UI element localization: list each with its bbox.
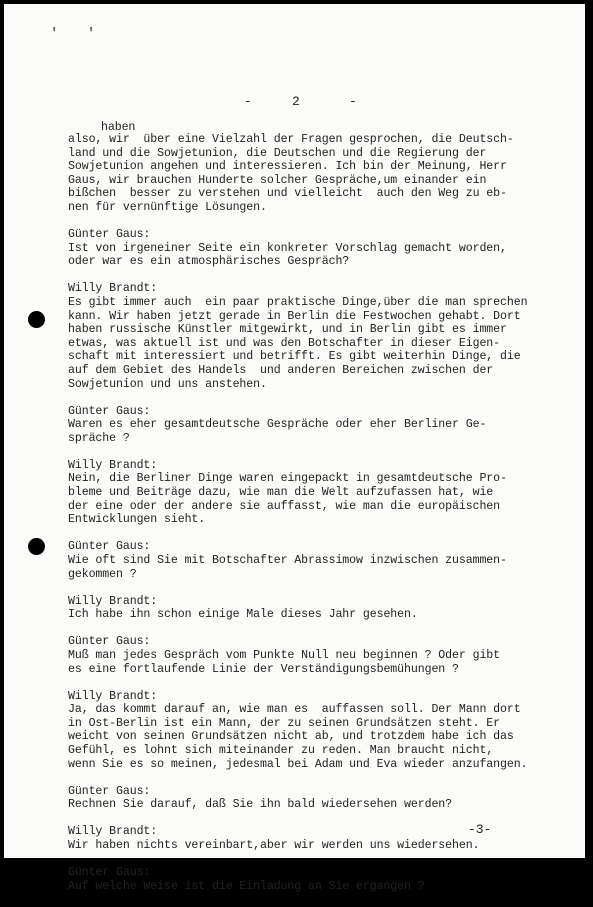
dialogue-block <box>68 866 558 893</box>
speaker-label: Willy Brandt: <box>68 689 158 703</box>
text-line: land und die Sowjetunion, die Deutschen und die Regierung der <box>68 146 487 160</box>
text-line: Muß man jedes Gespräch vom Punkte Null neu beginnen ? Oder gibt <box>68 648 501 662</box>
dialogue-block <box>68 459 558 527</box>
text-line: Entwicklungen sieht. <box>68 513 206 527</box>
text-line: Rechnen Sie darauf, daß Sie ihn bald wiedersehen werden? <box>68 798 453 812</box>
text-line: Wie oft sind Sie mit Botschafter Abrassimow inzwischen zusammen- <box>68 553 507 567</box>
header-dash-right: - <box>349 94 357 109</box>
top-marks <box>50 26 115 42</box>
text-line: gekommen ? <box>68 567 137 581</box>
header-dash-left: - <box>244 94 252 109</box>
mark: ' <box>86 26 96 42</box>
speaker-label: Willy Brandt: <box>68 825 158 839</box>
text-line: spräche ? <box>68 431 130 445</box>
speaker-label: Willy Brandt: <box>68 282 158 296</box>
dialogue-block <box>68 785 558 812</box>
text-line: Gaus, wir brauchen Hunderte solcher Gespräche,um einander ein <box>68 173 487 187</box>
text-line: der eine oder der andere sie auffasst, wie man die europäischen <box>68 499 501 513</box>
text-line: wenn Sie es so meinen, jedesmal bei Adam und Eva wieder anzufangen. <box>68 757 528 771</box>
text-line: Waren es eher gesamtdeutsche Gespräche oder eher Berliner Ge- <box>68 418 487 432</box>
dialogue-block <box>68 282 558 391</box>
mark: ' <box>50 26 59 42</box>
text-line: Es gibt immer auch ein paar praktische Dinge,über die man sprechen <box>68 295 528 309</box>
text-line: kann. Wir haben jetzt gerade in Berlin die Festwochen gehabt. Dort <box>68 309 521 323</box>
speaker-label: Günter Gaus: <box>68 228 151 242</box>
text-line: Wir haben nichts vereinbart,aber wir werden uns wiedersehen. <box>68 838 480 852</box>
text-line: bleme und Beiträge dazu, wie man die Welt aufzufassen hat, wie <box>68 486 494 500</box>
text-line: haben russische Künstler mitgewirkt, und in Berlin gibt es immer <box>68 323 507 337</box>
text-line: in Ost-Berlin ist ein Mann, der zu seinen Grundsätzen steht. Er <box>68 716 501 730</box>
dialogue-block <box>68 405 558 446</box>
text-line: es eine fortlaufende Linie der Verständigungsbemühungen ? <box>68 662 459 676</box>
document-page <box>4 4 585 893</box>
text-line: Nein, die Berliner Dinge waren eingepackt in gesamtdeutsche Pro- <box>68 472 507 486</box>
speaker-label: Günter Gaus: <box>68 404 151 418</box>
text-line: also, wir über eine Vielzahl der Fragen gesprochen, die Deutsch- <box>68 133 514 146</box>
speaker-label: Willy Brandt: <box>68 594 158 608</box>
speaker-label: Günter Gaus: <box>68 635 151 649</box>
text-line: Sowjetunion angehen und interessieren. Ich bin der Meinung, Herr <box>68 160 507 174</box>
dialogue-block <box>68 635 558 676</box>
dialogue-block <box>68 690 558 772</box>
page-number: 2 <box>292 94 300 109</box>
speaker-label: Günter Gaus: <box>68 866 151 880</box>
handwritten-insert: haben <box>101 121 136 134</box>
intro-paragraph <box>68 122 558 215</box>
transcript-body <box>68 122 558 907</box>
punch-hole <box>28 538 45 555</box>
punch-hole <box>28 311 45 328</box>
next-page-number: -3- <box>468 822 492 837</box>
text-line: Ich habe ihn schon einige Male dieses Jahr gesehen. <box>68 608 418 622</box>
text-line: auf dem Gebiet des Handels und anderen Bereichen zwischen der <box>68 363 494 377</box>
speaker-label: Willy Brandt: <box>68 458 158 472</box>
speaker-label: Günter Gaus: <box>68 540 151 554</box>
speaker-label: Günter Gaus: <box>68 784 151 798</box>
text-line: Ja, das kommt darauf an, wie man es auffassen soll. Der Mann dort <box>68 703 521 717</box>
dialogue-block <box>68 228 558 269</box>
text-line: Ist von irgeneiner Seite ein konkreter Vorschlag gemacht worden, <box>68 241 507 255</box>
text-line: bißchen besser zu verstehen und vielleicht auch den Weg zu eb- <box>68 187 507 201</box>
text-line: etwas, was aktuell ist und was den Botschafter in dieser Eigen- <box>68 336 501 350</box>
dialogue-block <box>68 595 558 622</box>
text-line: Gefühl, es lohnt sich miteinander zu reden. Man braucht nicht, <box>68 743 494 757</box>
text-line: schaft mit interessiert und betrifft. Es gibt weiterhin Dinge, die <box>68 350 521 364</box>
text-line: weicht von seinen Grundsätzen nicht ab, und trotzdem habe ich das <box>68 730 514 744</box>
text-line: oder war es ein atmosphärisches Gespräch? <box>68 255 350 269</box>
dialogue-block <box>68 540 558 581</box>
text-line: Sowjetunion und uns anstehen. <box>68 377 267 391</box>
text-line: Auf welche Weise ist die Einladung an Sie ergangen ? <box>68 879 425 893</box>
text-line: nen für vernünftige Lösungen. <box>68 200 267 214</box>
